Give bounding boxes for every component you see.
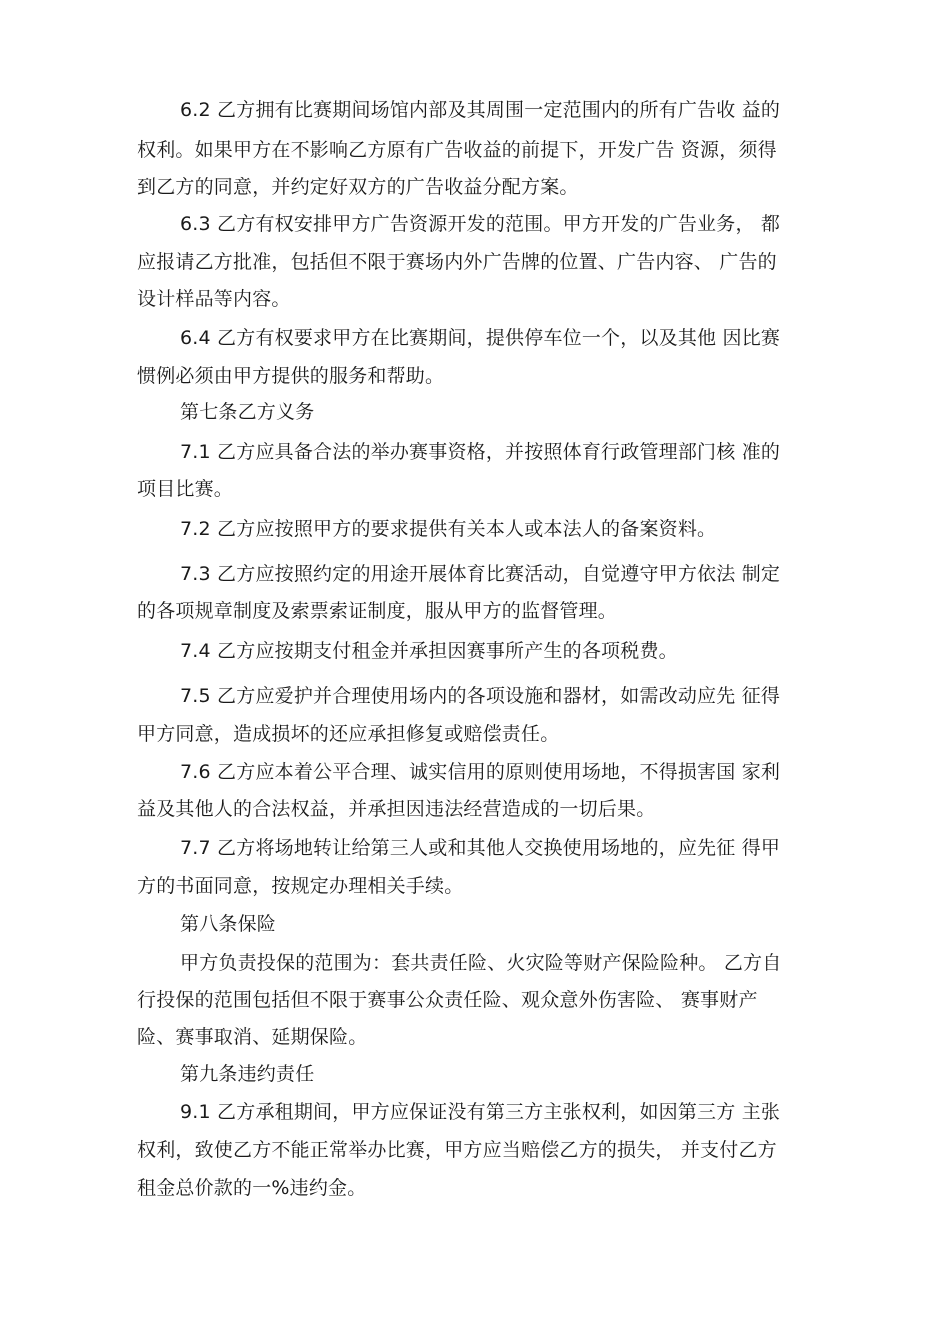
clause-7-3-line-2: 的各项规章制度及索票索证制度，服从甲方的监督管理。 bbox=[137, 600, 618, 622]
article-8-line-2: 行投保的范围包括但不限于赛事公众责任险、观众意外伤害险、 赛事财产 bbox=[137, 989, 758, 1011]
article-9-heading: 第九条违约责任 bbox=[180, 1063, 315, 1085]
clause-6-3-line-3: 设计样品等内容。 bbox=[137, 288, 291, 310]
clause-7-6-line-2: 益及其他人的合法权益，并承担因违法经营造成的一切后果。 bbox=[137, 798, 656, 820]
clause-7-7-line-1: 7.7 乙方将场地转让给第三人或和其他人交换使用场地的，应先征 得甲 bbox=[180, 837, 781, 859]
clause-7-7-line-2: 方的书面同意，按规定办理相关手续。 bbox=[137, 875, 464, 897]
clause-6-2-line-1: 6.2 乙方拥有比赛期间场馆内部及其周围一定范围内的所有广告收 益的 bbox=[180, 99, 781, 121]
clause-6-2-line-2: 权利。如果甲方在不影响乙方原有广告收益的前提下，开发广告 资源，须得 bbox=[137, 139, 777, 161]
clause-7-3-line-1: 7.3 乙方应按照约定的用途开展体育比赛活动，自觉遵守甲方依法 制定 bbox=[180, 563, 781, 585]
clause-9-1-line-1: 9.1 乙方承租期间，甲方应保证没有第三方主张权利，如因第三方 主张 bbox=[180, 1101, 781, 1123]
clause-9-1-line-2: 权利，致使乙方不能正常举办比赛，甲方应当赔偿乙方的损失， 并支付乙方 bbox=[137, 1139, 777, 1161]
article-8-line-3: 险、赛事取消、延期保险。 bbox=[137, 1026, 368, 1048]
clause-7-2-line-1: 7.2 乙方应按照甲方的要求提供有关本人或本法人的备案资料。 bbox=[180, 518, 717, 540]
article-8-line-1: 甲方负责投保的范围为：套共责任险、火灾险等财产保险险种。 乙方自 bbox=[180, 952, 782, 974]
clause-7-1-line-1: 7.1 乙方应具备合法的举办赛事资格，并按照体育行政管理部门核 准的 bbox=[180, 441, 781, 463]
clause-7-4-line-1: 7.4 乙方应按期支付租金并承担因赛事所产生的各项税费。 bbox=[180, 640, 678, 662]
article-7-heading: 第七条乙方义务 bbox=[180, 401, 315, 423]
article-8-heading: 第八条保险 bbox=[180, 913, 277, 935]
clause-6-4-line-1: 6.4 乙方有权要求甲方在比赛期间，提供停车位一个，以及其他 因比赛 bbox=[180, 327, 781, 349]
clause-6-2-line-3: 到乙方的同意，并约定好双方的广告收益分配方案。 bbox=[137, 176, 579, 198]
clause-7-5-line-2: 甲方同意，造成损坏的还应承担修复或赔偿责任。 bbox=[137, 723, 560, 745]
clause-6-3-line-1: 6.3 乙方有权安排甲方广告资源开发的范围。甲方开发的广告业务， 都 bbox=[180, 213, 781, 235]
clause-7-6-line-1: 7.6 乙方应本着公平合理、诚实信用的原则使用场地，不得损害国 家利 bbox=[180, 761, 781, 783]
clause-6-4-line-2: 惯例必须由甲方提供的服务和帮助。 bbox=[137, 365, 445, 387]
clause-7-5-line-1: 7.5 乙方应爱护并合理使用场内的各项设施和器材，如需改动应先 征得 bbox=[180, 685, 781, 707]
clause-6-3-line-2: 应报请乙方批准，包括但不限于赛场内外广告牌的位置、广告内容、 广告的 bbox=[137, 251, 777, 273]
clause-9-1-line-3: 租金总价款的一%违约金。 bbox=[137, 1177, 367, 1199]
clause-7-1-line-2: 项目比赛。 bbox=[137, 478, 234, 500]
